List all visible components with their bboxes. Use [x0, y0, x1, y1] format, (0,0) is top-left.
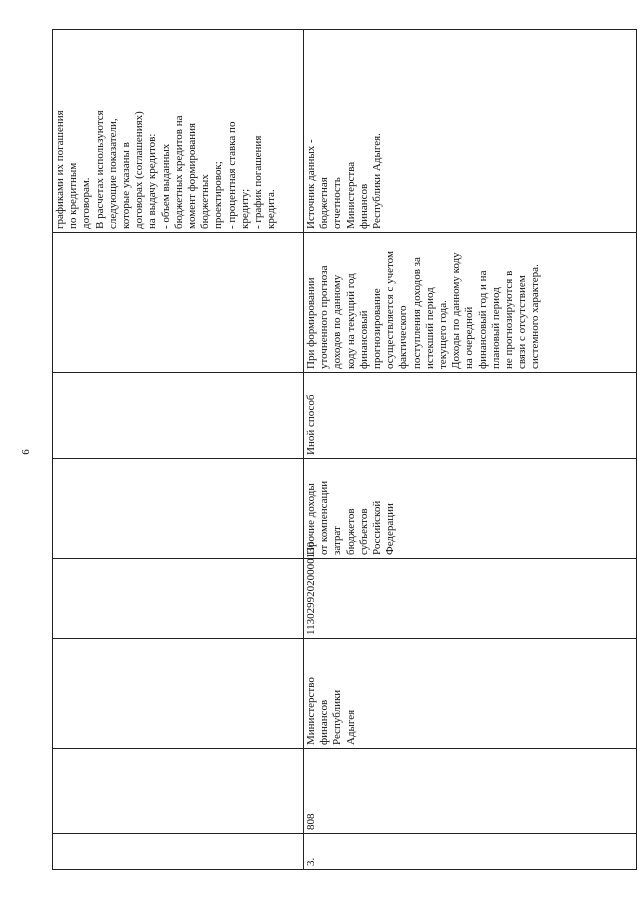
cell-empty: [53, 373, 304, 459]
row-number: 3.: [305, 857, 317, 866]
cell-income-name: [304, 459, 637, 559]
cell-empty: [53, 233, 304, 373]
cell-admin-name: [304, 639, 637, 749]
income-forecast-table: [52, 29, 637, 870]
cell-kbk: [304, 541, 637, 639]
rotated-table-container: [52, 30, 632, 870]
cell-empty: [53, 834, 304, 870]
method-continuation-text: графиками их погашения по кредитным договорам. В расчетах используются следующие показатели, которые указаны в договорах (соглашениях) на выдачу кредитов: - объем выданных бюджетных кредитов на момент формирования бюджетных проектировок; - процентная ставка по кредиту; - график погашения кредита.: [54, 110, 278, 229]
kbk-code: 11302992020000130: [305, 541, 317, 635]
page-number: 6: [20, 449, 32, 455]
cell-algorithm: [304, 233, 637, 373]
cell-empty: [53, 559, 304, 639]
admin-name: Министерство финансов Республики Адыгея: [305, 677, 357, 745]
cell-empty: [53, 749, 304, 834]
cell-admin-code: [304, 749, 637, 834]
cell-method: [304, 373, 637, 459]
cell-empty: [53, 459, 304, 559]
cell-row-number: [304, 834, 637, 870]
cell-method-continuation: [53, 30, 304, 233]
cell-source: [304, 30, 637, 233]
algorithm-text: При формировании уточненного прогноза доходов по данному коду на текущий год финансовый прогнозирование осуществляется с учетом фактического поступления доходов за истекший период текущего года. Доходы по данному коду на очередной финансовый год и на плановый период не прогнозируются в связи с отсутствием системного характера.: [305, 251, 542, 369]
income-name: Прочие доходы от компенсации затрат бюджетов субъектов Российской Федерации: [305, 480, 397, 555]
table-row-3: [304, 30, 637, 870]
source-text: Источник данных - бюджетная отчетность Министерства финансов Республики Адыгея.: [305, 133, 384, 229]
cell-empty: [53, 639, 304, 749]
admin-code: 808: [305, 813, 317, 830]
table-row-continuation: [53, 30, 304, 870]
method-name: Иной способ: [305, 394, 317, 455]
